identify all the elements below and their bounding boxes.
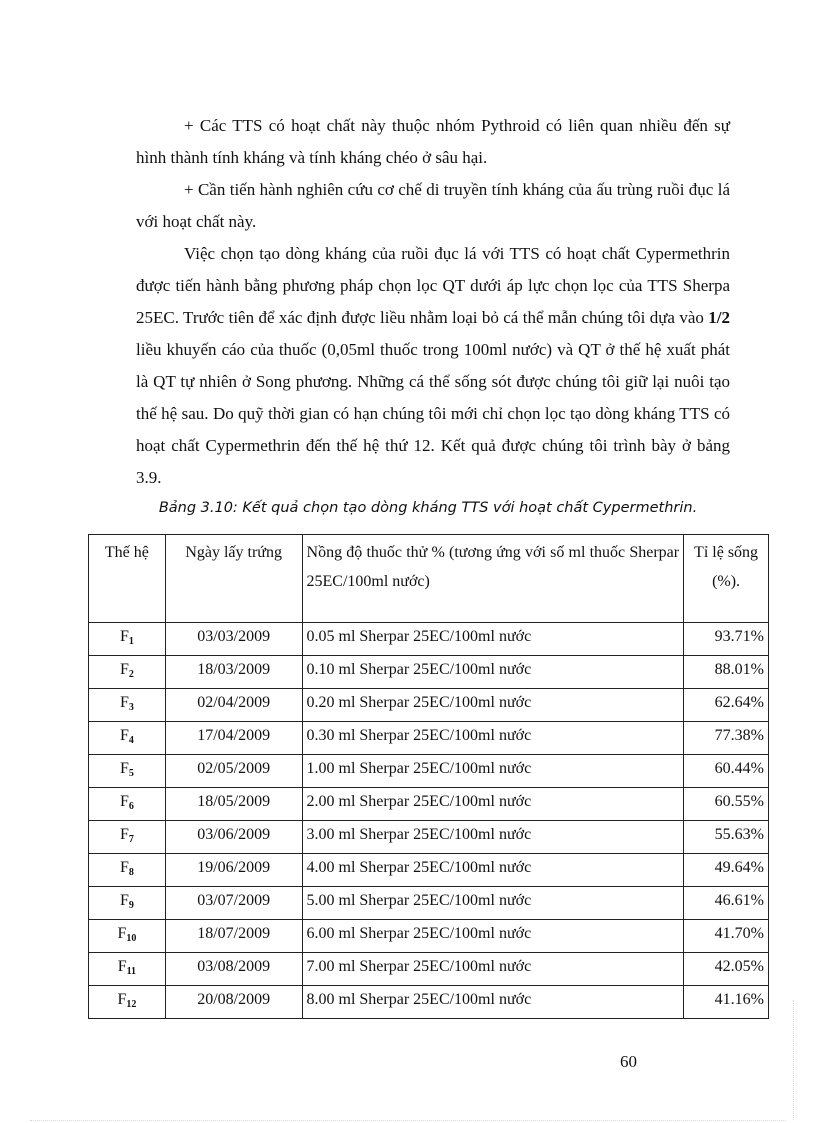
cell-survival: 93.71% bbox=[684, 623, 769, 656]
table-row bbox=[89, 623, 769, 656]
cell-concentration: 0.30 ml Sherpar 25EC/100ml nước bbox=[302, 722, 684, 755]
generation-letter: F bbox=[119, 859, 129, 876]
cell-survival: 55.63% bbox=[684, 821, 769, 854]
header-date: Ngày lấy trứng bbox=[165, 535, 302, 623]
cell-survival: 60.44% bbox=[684, 755, 769, 788]
paragraph-research-note: + Cần tiến hành nghiên cứu cơ chế di truyền tính kháng của ấu trùng ruồi đục lá với hoạt chất này. bbox=[136, 180, 730, 231]
cell-concentration: 2.00 ml Sherpar 25EC/100ml nước bbox=[302, 788, 684, 821]
generation-subscript: 8 bbox=[128, 867, 134, 878]
paragraph-method bbox=[136, 238, 730, 494]
cell-survival: 88.01% bbox=[684, 656, 769, 689]
cell-date: 18/07/2009 bbox=[165, 920, 302, 953]
cell-concentration: 3.00 ml Sherpar 25EC/100ml nước bbox=[302, 821, 684, 854]
cell-concentration: 0.05 ml Sherpar 25EC/100ml nước bbox=[302, 623, 684, 656]
cell-survival: 46.61% bbox=[684, 887, 769, 920]
paragraph-method-bold-dose: 1/2 bbox=[708, 308, 730, 327]
cell-generation bbox=[89, 722, 166, 755]
generation-subscript: 6 bbox=[128, 801, 134, 812]
cell-date: 03/08/2009 bbox=[165, 953, 302, 986]
generation-subscript: 7 bbox=[128, 834, 134, 845]
cell-date: 03/07/2009 bbox=[165, 887, 302, 920]
table-row bbox=[89, 755, 769, 788]
generation-subscript: 12 bbox=[126, 999, 137, 1010]
cell-concentration: 8.00 ml Sherpar 25EC/100ml nước bbox=[302, 986, 684, 1019]
generation-letter: F bbox=[117, 925, 127, 942]
generation-letter: F bbox=[119, 628, 129, 645]
cell-survival: 62.64% bbox=[684, 689, 769, 722]
cell-date: 20/08/2009 bbox=[165, 986, 302, 1019]
generation-letter: F bbox=[119, 826, 129, 843]
table-body bbox=[89, 623, 769, 1019]
cell-date: 03/06/2009 bbox=[165, 821, 302, 854]
generation-letter: F bbox=[119, 793, 129, 810]
generation-subscript: 5 bbox=[128, 768, 134, 779]
paragraph-method-text-1: Việc chọn tạo dòng kháng của ruồi đục lá với TTS có hoạt chất Cypermethrin được tiến hành bằng phương pháp chọn lọc QT dưới áp lực chọn lọc của TTS Sherpa 25EC. Trước tiên để xác định được liều nhằm loại bỏ cá thể mẫn chúng tôi dựa vào bbox=[136, 244, 730, 327]
cell-date: 02/05/2009 bbox=[165, 755, 302, 788]
generation-subscript: 4 bbox=[128, 735, 134, 746]
results-table bbox=[88, 534, 769, 1019]
table-row bbox=[89, 953, 769, 986]
generation-letter: F bbox=[117, 991, 127, 1008]
generation-letter: F bbox=[119, 760, 129, 777]
cell-generation bbox=[89, 623, 166, 656]
generation-letter: F bbox=[119, 892, 129, 909]
table-row bbox=[89, 689, 769, 722]
generation-letter: F bbox=[119, 727, 129, 744]
table-row bbox=[89, 788, 769, 821]
cell-date: 19/06/2009 bbox=[165, 854, 302, 887]
generation-subscript: 10 bbox=[126, 933, 137, 944]
generation-letter: F bbox=[119, 694, 129, 711]
cell-concentration: 5.00 ml Sherpar 25EC/100ml nước bbox=[302, 887, 684, 920]
cell-date: 18/05/2009 bbox=[165, 788, 302, 821]
cell-generation bbox=[89, 854, 166, 887]
cell-date: 17/04/2009 bbox=[165, 722, 302, 755]
cell-generation bbox=[89, 755, 166, 788]
cell-concentration: 0.10 ml Sherpar 25EC/100ml nước bbox=[302, 656, 684, 689]
generation-letter: F bbox=[119, 661, 129, 678]
cell-date: 02/04/2009 bbox=[165, 689, 302, 722]
paragraph-pythroid-note: + Các TTS có hoạt chất này thuộc nhóm Pythroid có liên quan nhiều đến sự hình thành tính kháng và tính kháng chéo ở sâu hại. bbox=[136, 116, 730, 167]
generation-subscript: 3 bbox=[128, 702, 134, 713]
cell-date: 18/03/2009 bbox=[165, 656, 302, 689]
cell-survival: 41.16% bbox=[684, 986, 769, 1019]
cell-generation bbox=[89, 821, 166, 854]
table-row bbox=[89, 656, 769, 689]
cell-generation bbox=[89, 656, 166, 689]
generation-letter: F bbox=[117, 958, 127, 975]
cell-generation bbox=[89, 920, 166, 953]
paragraph-method-text-2: liều khuyến cáo của thuốc (0,05ml thuốc trong 100ml nước) và QT ở thế hệ xuất phát là QT tự nhiên ở Song phương. Những cá thể sống sót được chúng tôi giữ lại nuôi tạo thế hệ sau. Do quỹ thời gian có hạn chúng tôi mới chỉ chọn lọc tạo dòng kháng TTS có hoạt chất Cypermethrin đến thế hệ thứ 12. Kết quả được chúng tôi trình bày ở bảng 3.9. bbox=[136, 340, 730, 487]
cell-concentration: 4.00 ml Sherpar 25EC/100ml nước bbox=[302, 854, 684, 887]
cell-concentration: 7.00 ml Sherpar 25EC/100ml nước bbox=[302, 953, 684, 986]
table-caption: Bảng 3.10: Kết quả chọn tạo dòng kháng TTS với hoạt chất Cypermethrin. bbox=[158, 500, 698, 516]
table-header-row bbox=[89, 535, 769, 623]
table-row bbox=[89, 821, 769, 854]
header-generation: Thế hệ bbox=[89, 535, 166, 623]
cell-survival: 42.05% bbox=[684, 953, 769, 986]
cell-concentration: 1.00 ml Sherpar 25EC/100ml nước bbox=[302, 755, 684, 788]
cell-survival: 77.38% bbox=[684, 722, 769, 755]
page-number: 60 bbox=[620, 1052, 637, 1071]
cell-generation bbox=[89, 953, 166, 986]
cell-generation bbox=[89, 689, 166, 722]
cell-generation bbox=[89, 788, 166, 821]
table-row bbox=[89, 854, 769, 887]
table-row bbox=[89, 887, 769, 920]
cell-survival: 41.70% bbox=[684, 920, 769, 953]
cell-generation bbox=[89, 986, 166, 1019]
generation-subscript: 2 bbox=[128, 669, 134, 680]
table-row bbox=[89, 986, 769, 1019]
table-row bbox=[89, 920, 769, 953]
generation-subscript: 1 bbox=[128, 636, 134, 647]
page-edge-dotted-line-vertical bbox=[793, 1000, 794, 1120]
cell-generation bbox=[89, 887, 166, 920]
cell-concentration: 6.00 ml Sherpar 25EC/100ml nước bbox=[302, 920, 684, 953]
header-survival: Tỉ lệ sống (%). bbox=[684, 535, 769, 623]
cell-survival: 49.64% bbox=[684, 854, 769, 887]
cell-survival: 60.55% bbox=[684, 788, 769, 821]
page-edge-dotted-line bbox=[30, 1120, 786, 1121]
header-concentration: Nồng độ thuốc thử % (tương ứng với số ml thuốc Sherpar 25EC/100ml nước) bbox=[302, 535, 684, 623]
table-row bbox=[89, 722, 769, 755]
generation-subscript: 9 bbox=[128, 900, 134, 911]
generation-subscript: 11 bbox=[126, 966, 137, 977]
cell-concentration: 0.20 ml Sherpar 25EC/100ml nước bbox=[302, 689, 684, 722]
cell-date: 03/03/2009 bbox=[165, 623, 302, 656]
